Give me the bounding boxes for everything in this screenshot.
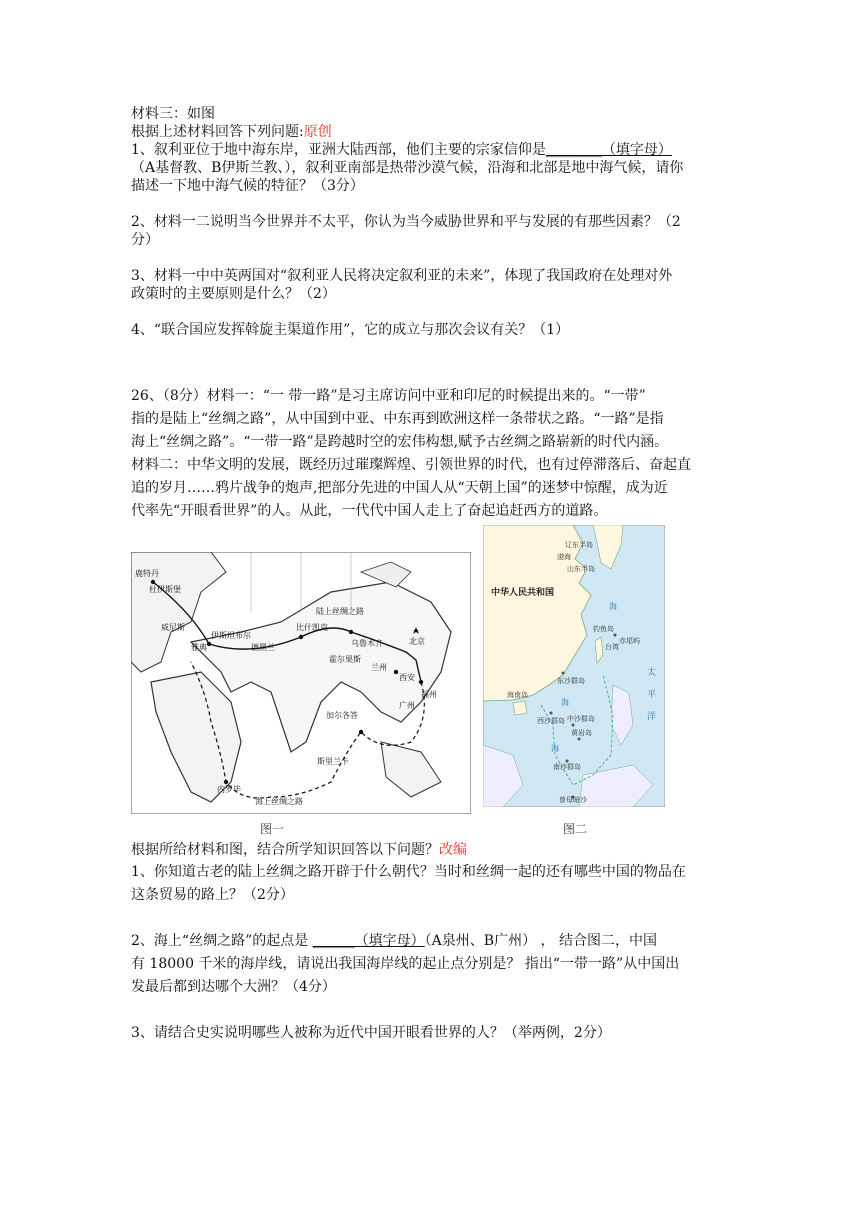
label-pacific-1: 太 [647,668,657,678]
label-athens: 雅典 [191,643,207,652]
q3-line-1: 3、材料一中中英两国对“叙利亚人民将决定叙利亚的未来”，体现了我国政府在处理对外 [131,268,673,284]
q3-line-2: 政策时的主要原则是什么？（2） [131,286,336,302]
label-huangyan: 黄岩岛 [571,729,592,737]
label-guangzhou: 广州 [399,701,415,710]
label-venice: 威尼斯 [161,623,185,632]
label-bishkek: 比什凯克 [296,623,328,632]
q1-answer-blank[interactable]: ________（填字母） [545,142,672,158]
label-lanzhou: 兰州 [371,663,387,672]
label-sea-1: 海 [609,602,617,611]
after-q2-text-a: 2、海上“丝绸之路”的起点是 [131,933,313,949]
label-country: 中华人民共和国 [491,588,555,598]
label-nairobi: 内罗毕 [217,785,241,794]
q26-line-4: 材料二：中华文明的发展，既经历过璀璨辉煌、引领世界的时代，也有过停滞落后、奋起直 [131,457,691,473]
after-instruction-text: 根据所给材料和图，结合所学知识回答以下问题？ [131,842,439,858]
label-horgos: 霍尔果斯 [329,655,361,664]
label-hainan: 海南岛 [507,691,528,699]
after-q2-line-3: 发最后都到达哪个大洲？（4分） [131,979,336,995]
label-bohai: 渤海 [557,553,571,561]
q26-line-6: 代率先“开眼看世界”的人。从此，一代代中国人走上了奋起追赶西方的道路。 [131,503,608,519]
china-coastline-map [483,525,665,807]
q2-line-1: 2、材料一二说明当今世界并不太平，你认为当今威胁世界和平与发展的有那些因素？（2 [131,214,681,230]
label-zengmu: 曾母暗沙 [559,796,587,804]
q1-line-2: （A基督教、B伊斯兰教、），叙利亚南部是热带沙漠气候，沿海和北部是地中海气候，请你 [131,160,684,176]
after-q2-answer-blank[interactable]: ______（填字母） [312,933,425,949]
after-q2-text-b: （A泉州、B广州） ， 结合图二，中国 [424,933,657,949]
label-urumqi: 乌鲁木齐 [351,639,383,648]
label-land-route: 陆上丝绸之路 [316,607,364,616]
label-pacific-2: 平 [647,690,657,700]
original-tag: 原创 [303,124,332,140]
label-sea-route: 海上丝绸之路 [255,797,303,806]
label-duisburg: 杜伊斯堡 [149,585,181,594]
label-zhongsha: 中沙群岛 [567,715,595,723]
q2-line-2: 分） [131,232,159,248]
figure-2-caption: 图二 [563,822,588,836]
label-sea-3: 海 [551,744,559,753]
after-q1-line-2: 这条贸易的路上？（2分） [131,887,294,903]
label-xian: 西安 [399,673,415,682]
label-shandong: 山东半岛 [567,565,595,573]
label-istanbul: 伊斯坦布尔 [211,631,251,640]
label-beijing: 北京 [409,637,425,646]
label-pacific-3: 洋 [647,712,657,722]
label-sea-2: 海 [561,698,569,707]
q26-line-1: 26、（8分）材料一：“一 带一路”是习主席访问中亚和印尼的时候提出来的。“一带” [131,388,646,404]
instruction-text: 根据上述材料回答下列问题: [131,124,304,140]
material-three-heading: 材料三：如图 [131,106,215,122]
q1-line-3: 描述一下地中海气候的特征？（3分） [131,178,364,194]
after-q3-line-1: 3、请结合史实说明哪些人被称为近代中国开眼看世界的人？（举两例，2分） [131,1025,611,1041]
q26-line-5: 追的岁月……鸦片战争的炮声,把部分先进的中国人从“天朝上国”的迷梦中惊醒，成为近 [131,480,668,496]
label-kolkata: 加尔各答 [326,711,358,720]
q4-line-1: 4、“联合国应发挥斡旋主渠道作用”，它的成立与那次会议有关？（1） [131,322,570,338]
silk-road-map [131,552,471,814]
q26-line-2: 指的是陆上“丝绸之路”，从中国到中亚、中东再到欧洲这样一条带状之路。“一路”是指 [131,411,664,427]
label-chiwei: 赤尾屿 [619,637,640,645]
q1-text: 1、叙利亚位于地中海东岸，亚洲大陆西部，他们主要的宗家信仰是 [131,142,546,158]
label-tehran: 德黑兰 [251,643,275,652]
after-q2-line-2: 有 18000 千米的海岸线，请说出我国海岸线的起止点分别是？ 指出“一带一路”从中国出 [131,956,680,972]
adapted-tag: 改编 [439,842,467,858]
label-liaodong: 辽东半岛 [565,541,593,549]
after-q2-line-1 [131,930,736,952]
label-nansha: 南沙群岛 [553,763,581,771]
label-rotterdam: 鹿特丹 [135,569,159,578]
figure-1-caption: 图一 [260,822,285,836]
q26-line-3: 海上“丝绸之路”。“一带一路”是跨越时空的宏伟构想,赋予古丝绸之路崭新的时代内涵。 [131,434,669,450]
after-instruction-line [131,839,736,861]
label-dongsha: 东沙群岛 [557,677,585,685]
label-taiwan: 台湾 [605,643,619,651]
label-fuzhou: 福州 [421,690,437,699]
label-diaoyu: 钓鱼岛 [593,625,614,633]
label-colombo: 斯里兰卡 [317,757,349,766]
after-q1-line-1: 1、你知道古老的陆上丝绸之路开辟于什么朝代？当时和丝绸一起的还有哪些中国的物品在 [131,864,686,880]
label-xisha: 西沙群岛 [537,717,565,725]
